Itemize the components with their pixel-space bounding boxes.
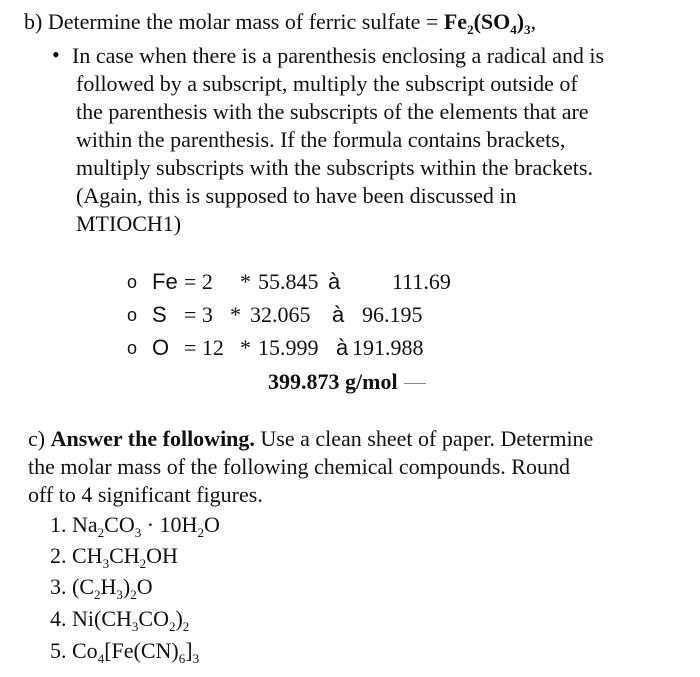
- circle-bullet-icon: o: [127, 338, 138, 358]
- compound-item: 5. $Co_4[Fe(CN)_6]_3$: [50, 638, 200, 666]
- circle-bullet-icon: o: [127, 305, 138, 325]
- calc-equation: = 12: [184, 335, 224, 360]
- calc-result: 191.988: [352, 335, 424, 360]
- stray-underline: [404, 383, 426, 384]
- bullet-line: the parenthesis with the subscripts of the elements that are: [76, 99, 589, 124]
- calc-arrow: à: [328, 269, 341, 294]
- bullet-line: within the parenthesis. If the formula contains brackets,: [76, 127, 566, 152]
- calc-element: S: [152, 302, 167, 327]
- compound-item: 4. $Ni(CH_3CO_2)_2$: [50, 606, 190, 634]
- calc-mass: 55.845: [258, 269, 319, 294]
- calc-arrow: à: [336, 335, 349, 360]
- calc-equation: = 2: [184, 269, 213, 294]
- heading-text: b) Determine the molar mass of ferric sulfate =: [24, 9, 444, 34]
- bullet-line: In case when there is a parenthesis enclosing a radical and is: [72, 43, 605, 68]
- part-c-bold-intro: Answer the following.: [50, 426, 255, 451]
- calc-star: *: [240, 335, 251, 360]
- calc-star: *: [240, 269, 251, 294]
- ferric-sulfate-formula: $Fe_2(SO_4)_3$: [443, 9, 531, 37]
- compound-item: 2. $CH_3CH_2OH$: [50, 543, 178, 571]
- total-molar-mass: 399.873 g/mol: [268, 369, 398, 394]
- calc-result: 111.69: [392, 269, 451, 294]
- compound-item: 3. $(C_2H_3)_2O$: [50, 574, 153, 602]
- circle-bullet-icon: o: [127, 272, 138, 292]
- calc-arrow: à: [332, 302, 345, 327]
- calc-star: *: [230, 302, 241, 327]
- bullet-dot: •: [52, 42, 60, 67]
- part-c-line: off to 4 significant figures.: [28, 482, 263, 507]
- part-c-line: the molar mass of the following chemical compounds. Round: [28, 454, 570, 479]
- bullet-line: (Again, this is supposed to have been discussed in: [76, 183, 517, 208]
- bullet-line: followed by a subscript, multiply the subscript outside of: [76, 71, 578, 96]
- calc-element: O: [152, 335, 170, 360]
- calc-mass: 32.065: [250, 302, 311, 327]
- part-b-heading: b) Determine the molar mass of ferric sulfate = $Fe_2(SO_4)_3$,: [24, 9, 537, 37]
- part-c-line: c) Answer the following. Use a clean sheet of paper. Determine: [28, 426, 594, 451]
- compound-item: 1. $Na_2CO_3 \cdot 10H_2O$: [50, 512, 220, 540]
- bullet-line: multiply subscripts with the subscripts within the brackets.: [76, 155, 593, 180]
- calc-result: 96.195: [362, 302, 423, 327]
- calc-element: Fe: [152, 269, 178, 294]
- calc-mass: 15.999: [258, 335, 319, 360]
- bullet-line: MTIOCH1): [76, 211, 182, 236]
- calc-equation: = 3: [184, 302, 213, 327]
